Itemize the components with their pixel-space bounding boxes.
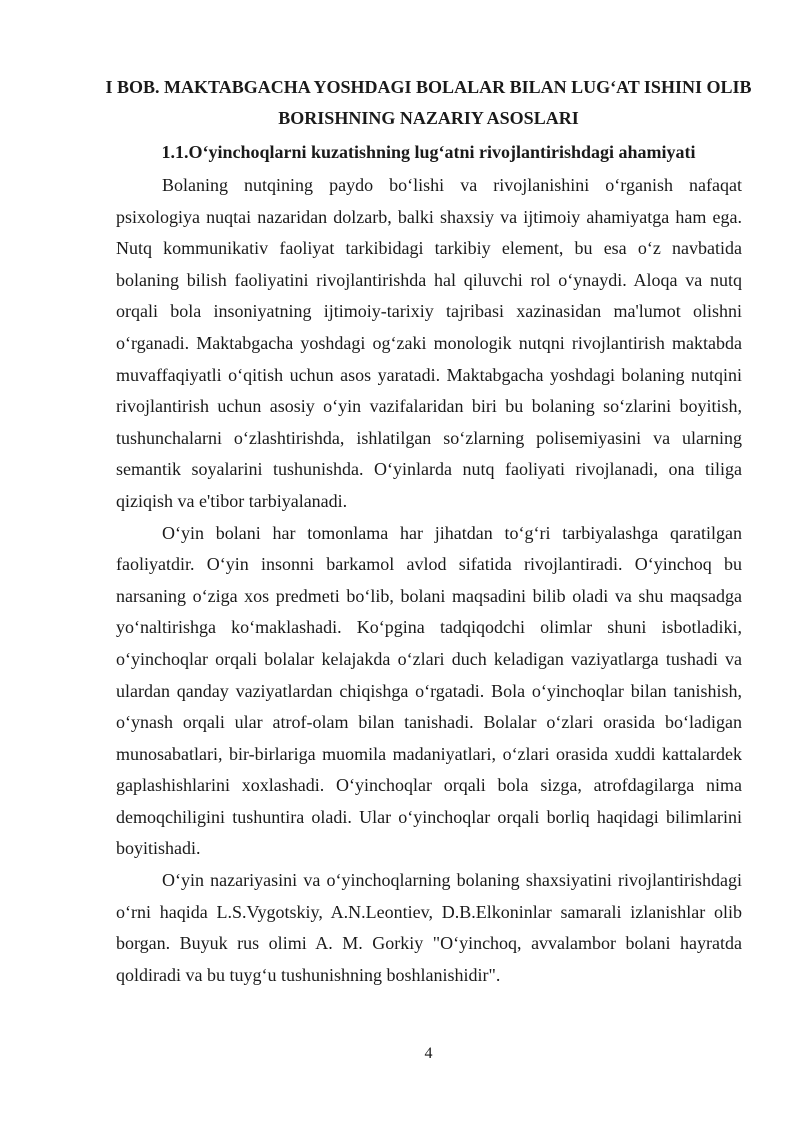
page-number: 4	[424, 1045, 433, 1062]
paragraph: O‘yin bolani har tomonlama har jihatdan to‘g‘ri tarbiyalashga qaratilgan faoliyatdir. O‘yin insonni barkamol avlod sifatida rivojlantiradi. O‘yinchoq bu narsaning o‘ziga xos predmeti bo‘lib, bolani maqsadini bilib oladi va shu maqsadga yo‘naltirishga ko‘maklashadi. Ko‘pgina tadqiqodchi olimlar shuni isbotladiki, o‘yinchoqlar orqali bolalar kelajakda o‘zlari duch keladigan vaziyatlarga tushadi va ulardan qanday vaziyatlardan chiqishga o‘rgatadi. Bola o‘yinchoqlar bilan tanishish, o‘ynash orqali ular atrof-olam bilan tanishadi. Bolalar o‘zlari orasida bo‘ladigan munosabatlari, bir-birlariga muomila madaniyatlari, o‘zlari orasida xuddi kattalardek gaplashishlarini xoxlashadi. O‘yinchoqlar orqali bola sizga, atrofdagilarga nima demoqchiligini tushuntira oladi. Ular o‘yinchoqlar orqali borliq haqidagi bilimlarini boyitishadi.	[116, 522, 742, 859]
section-title: 1.1.O‘yinchoqlarni kuzatishning lug‘atni rivojlantirishdagi ahamiyati	[161, 142, 696, 162]
body-text	[116, 170, 742, 991]
paragraph: Bolaning nutqining paydo bo‘lishi va rivojlanishini o‘rganish nafaqat psixologiya nuqtai nazaridan dolzarb, balki shaxsiy va ijtimoiy ahamiyatga ham ega. Nutq kommunikativ faoliyat tarkibidagi tarkibiy element, bu esa o‘z navbatida bolaning bilish faoliyatini rivojlantirishda hal qiluvchi rol o‘ynaydi. Aloqa va nutq orqali bola insoniyatning ijtimoiy-tarixiy tajribasi xazinasidan ma'lumot olishni o‘rganadi. Maktabgacha yoshdagi og‘zaki monologik nutqni rivojlantirish maktabda muvaffaqiyatli o‘qitish uchun asos yaratadi. Maktabgacha yoshdagi bolaning nutqini rivojlantirish uchun asosiy o‘yin vazifalaridan biri bu bolaning so‘zlarini boyitish, tushunchalarni o‘zlashtirishda, ishlatilgan so‘zlarning polisemiyasini va ularning semantik soyalarini tushunishda. O‘yinlarda nutq faoliyati rivojlanadi, ona tiliga qiziqish va e'tibor tarbiyalanadi.	[116, 175, 742, 511]
chapter-title: I BOB. MAKTABGACHA YOSHDAGI BOLALAR BILAN LUG‘AT ISHINI OLIB BORISHNING NAZARIY ASOSLARI	[105, 77, 752, 128]
paragraph: O‘yin nazariyasini va o‘yinchoqlarning bolaning shaxsiyatini rivojlantirishdagi o‘rni haqida L.S.Vygotskiy, A.N.Leontiev, D.B.Elkoninlar samarali izlanishlar olib borgan. Buyuk rus olimi A. M. Gorkiy "O‘yinchoq, avvalambor bolani hayratda qoldiradi va bu tuyg‘u tushunishning boshlanishidir".	[116, 870, 742, 985]
